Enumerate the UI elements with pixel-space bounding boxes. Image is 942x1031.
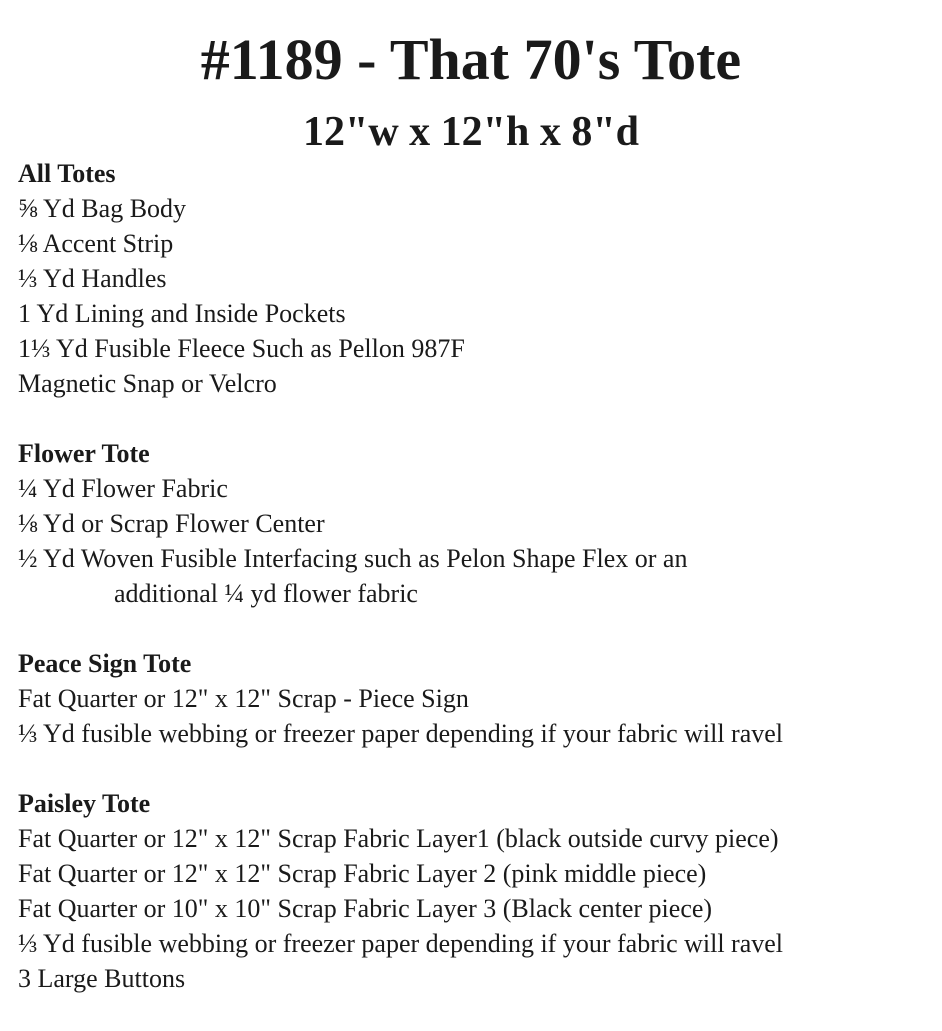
list-item: ¼ Yd Flower Fabric xyxy=(18,474,228,503)
section-all-totes xyxy=(18,156,928,401)
list-item: Fat Quarter or 10" x 10" Scrap Fabric Layer 3 (Black center piece) xyxy=(18,894,713,923)
section-heading: Peace Sign Tote xyxy=(18,649,192,678)
page-subtitle: 12"w x 12"h x 8"d xyxy=(303,109,639,155)
section-heading: Paisley Tote xyxy=(18,789,151,818)
list-item: ⅓ Yd fusible webbing or freezer paper depending if your fabric will ravel xyxy=(18,719,784,748)
materials-list xyxy=(18,156,928,1031)
list-item: ⅛ Accent Strip xyxy=(18,229,174,258)
section-flower-tote xyxy=(18,436,928,611)
list-item: Fat Quarter or 12" x 12" Scrap Fabric Layer1 (black outside curvy piece) xyxy=(18,824,779,853)
list-item: ½ Yd Woven Fusible Interfacing such as Pelon Shape Flex or an xyxy=(18,544,688,573)
list-item-continuation: additional ¼ yd flower fabric xyxy=(114,579,418,608)
section-paisley-tote xyxy=(18,786,928,996)
page-title: #1189 - That 70's Tote xyxy=(200,27,742,92)
section-heading: Flower Tote xyxy=(18,439,150,468)
list-item: Fat Quarter or 12" x 12" Scrap - Piece Sign xyxy=(18,684,469,713)
list-item: 1 Yd Lining and Inside Pockets xyxy=(18,299,346,328)
list-item: ⅝ Yd Bag Body xyxy=(18,194,187,223)
section-peace-sign-tote xyxy=(18,646,928,751)
list-item: Fat Quarter or 12" x 12" Scrap Fabric Layer 2 (pink middle piece) xyxy=(18,859,707,888)
list-item: 3 Large Buttons xyxy=(18,964,186,993)
list-item: ⅓ Yd fusible webbing or freezer paper depending if your fabric will ravel xyxy=(18,929,784,958)
section-heading: All Totes xyxy=(18,159,116,188)
list-item: 1⅓ Yd Fusible Fleece Such as Pellon 987F xyxy=(18,334,465,363)
list-item: Magnetic Snap or Velcro xyxy=(18,369,277,398)
list-item: ⅛ Yd or Scrap Flower Center xyxy=(18,509,325,538)
list-item: ⅓ Yd Handles xyxy=(18,264,167,293)
